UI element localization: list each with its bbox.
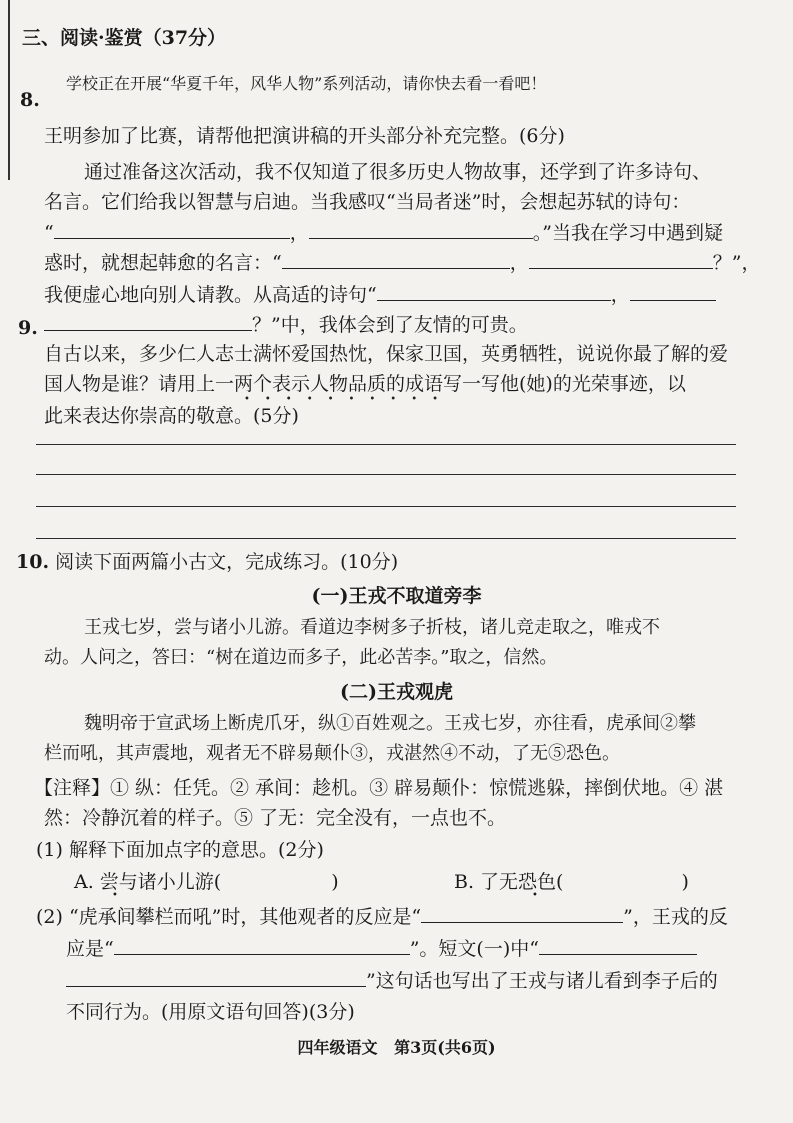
q8-comma-1: ， bbox=[289, 222, 309, 244]
q8-blank-5[interactable] bbox=[377, 282, 611, 301]
q8-line4-start: 惑时，就想起韩愈的名言：“ bbox=[44, 252, 282, 274]
text1-line1: 王戎七岁，尝与诸小儿游。看道边李树多子折枝，诸儿竞走取之，唯戎不 bbox=[84, 617, 660, 638]
text1-line2: 动。人问之，答曰：“树在道边而多子，此必苦李。”取之，信然。 bbox=[44, 647, 558, 668]
sub2-line3 bbox=[66, 968, 718, 993]
q8-line2: 名言。它们给我以智慧与启迪。当我感叹“当局者迷”时，会想起苏轼的诗句： bbox=[44, 191, 691, 213]
emphasis-dot-b: • bbox=[532, 890, 538, 901]
sub1-a-label: A. 尝与诸小儿游( bbox=[74, 871, 222, 893]
sub2-l2-start: 应是“ bbox=[66, 938, 114, 960]
q8-prompt: 王明参加了比赛，请帮他把演讲稿的开头部分补充完整。(6分) bbox=[44, 125, 565, 147]
text2-title: (二)王戎观虎 bbox=[340, 681, 453, 703]
q9-line1: 自古以来，多少仁人志士满怀爱国热忱，保家卫国，英勇牺牲，说说你最了解的爱 bbox=[44, 343, 729, 365]
q10-prompt: 阅读下面两篇小古文，完成练习。(10分) bbox=[55, 551, 399, 573]
q8-line6 bbox=[44, 312, 528, 337]
q10-number: 10. bbox=[16, 551, 50, 573]
q9-line3: 此来表达你崇高的敬意。(5分) bbox=[44, 405, 299, 427]
emphasis-dots: •••••••••• bbox=[244, 394, 453, 405]
sub2-blank-3b[interactable] bbox=[66, 968, 366, 987]
q8-comma-3: ， bbox=[610, 284, 630, 306]
sub2-l2-end: ”。短文(一)中“ bbox=[409, 938, 539, 960]
q8-number: 8. bbox=[20, 89, 40, 111]
sub2-line2 bbox=[66, 936, 697, 961]
q9-answer-line-3[interactable] bbox=[36, 506, 736, 507]
sub1-b-label: B. 了无恐色( bbox=[454, 871, 564, 893]
page-footer: 四年级语文 第3页(共6页) bbox=[297, 1038, 496, 1057]
q8-line6-end: ？”中，我体会到了友情的可贵。 bbox=[252, 314, 528, 336]
q9-answer-line-4[interactable] bbox=[36, 538, 736, 539]
q8-quote-open: “ bbox=[44, 222, 54, 244]
sub2-line1 bbox=[36, 904, 728, 929]
q9-line2: 国人物是谁？请用上一两个表示人物品质的成语写一写他(她)的光荣事迹，以 bbox=[44, 373, 686, 395]
section-title: 三、阅读·鉴赏（37分） bbox=[22, 27, 227, 49]
q8-line3-end: 。”当我在学习中遇到疑 bbox=[532, 222, 723, 244]
q8-comma-2: ， bbox=[509, 252, 529, 274]
q8-blank-2[interactable] bbox=[309, 220, 533, 239]
sub2-l1-start: (2) “虎承间攀栏而吼”时，其他观者的反应是“ bbox=[36, 906, 422, 928]
sub2-blank-3a[interactable] bbox=[539, 936, 697, 955]
q10-prompt-line bbox=[16, 550, 398, 574]
emphasis-dot-a: • bbox=[112, 890, 118, 901]
sub1-prompt: (1) 解释下面加点字的意思。(2分) bbox=[36, 839, 324, 861]
section-intro: 学校正在开展“华夏千年，风华人物”系列活动，请你快去看一看吧！ bbox=[66, 74, 547, 93]
text2-line1: 魏明帝于宣武场上断虎爪牙，纵①百姓观之。王戎七岁，亦往看，虎承间②攀 bbox=[84, 713, 696, 734]
q8-line5-start: 我便虚心地向别人请教。从高适的诗句“ bbox=[44, 284, 377, 306]
sub2-line4: 不同行为。(用原文语句回答)(3分) bbox=[66, 1001, 355, 1023]
notes-line1: 【注释】① 纵：任凭。② 承间：趁机。③ 辟易颠仆：惊慌逃躲，摔倒伏地。④ 湛 bbox=[34, 777, 724, 799]
q9-answer-line-2[interactable] bbox=[36, 474, 736, 475]
sub2-blank-2[interactable] bbox=[114, 936, 410, 955]
q8-line3 bbox=[44, 220, 723, 245]
sub2-l1-end: ”，王戎的反 bbox=[623, 906, 728, 928]
q8-blank-6b[interactable] bbox=[44, 312, 252, 331]
q8-line1: 通过准备这次活动，我不仅知道了很多历史人物故事，还学到了许多诗句、 bbox=[84, 161, 712, 183]
q9-answer-line-1[interactable] bbox=[36, 444, 736, 445]
q9-number: 9. bbox=[18, 317, 38, 339]
sub1-b bbox=[454, 870, 689, 894]
q8-blank-1[interactable] bbox=[54, 220, 290, 239]
notes-line2: 然：冷静沉着的样子。⑤ 了无：完全没有，一点也不。 bbox=[44, 807, 507, 829]
sub1-b-close: ) bbox=[681, 871, 689, 893]
q8-line4 bbox=[44, 250, 760, 275]
sub2-blank-1[interactable] bbox=[421, 904, 623, 923]
sub1-a-close: ) bbox=[331, 871, 339, 893]
page-edge-line bbox=[8, 0, 10, 180]
sub2-l3-text: ”这句话也写出了王戎与诸儿看到李子后的 bbox=[366, 970, 718, 992]
q8-blank-6a[interactable] bbox=[630, 282, 716, 301]
q8-line4-end: ？”， bbox=[712, 252, 761, 274]
q8-blank-4[interactable] bbox=[529, 250, 713, 269]
q8-line5 bbox=[44, 282, 716, 307]
text1-title: (一)王戎不取道旁李 bbox=[311, 585, 482, 607]
q8-blank-3[interactable] bbox=[282, 250, 510, 269]
text2-line2: 栏而吼，其声震地，观者无不辟易颠仆③，戎湛然④不动，了无⑤恐色。 bbox=[44, 743, 620, 764]
